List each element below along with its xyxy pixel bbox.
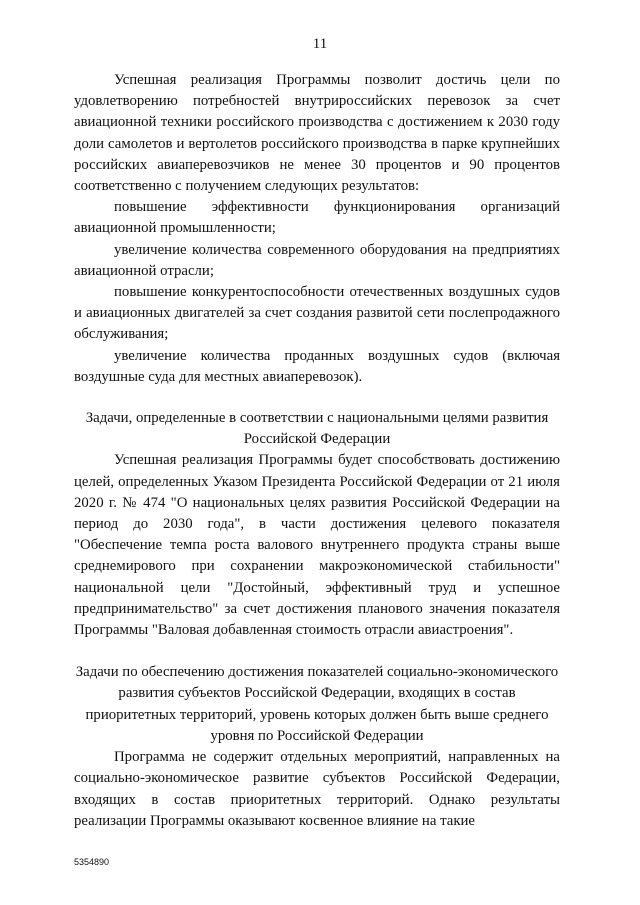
document-body <box>74 70 560 832</box>
paragraph-program-goal: Успешная реализация Программы позволит достичь цели по удовлетворению потребностей внутрироссийских перевозок за счет авиационной техники российского производства с достижением к 2030 году доли самолетов и вертолетов российского производства в парке крупнейших российских авиаперевозчиков не менее 30 процентов и 90 процентов соответственно с получением следующих результатов: <box>74 72 560 195</box>
section-heading-regional-indicators: Задачи по обеспечению достижения показателей социально-экономического развития субъектов Российской Федерации, входящих в состав приоритетных территорий, уровень которых должен быть выше среднего уровня по Российской Федерации <box>75 664 559 744</box>
result-item: увеличение количества современного оборудования на предприятиях авиационной отрасли; <box>74 241 560 279</box>
result-item: повышение конкурентоспособности отечественных воздушных судов и авиационных двигателей за счет создания развитой сети послепродажного обслуживания; <box>74 284 560 343</box>
section-heading-national-goals: Задачи, определенные в соответствии с национальными целями развития Российской Федерации <box>85 410 549 448</box>
document-code: 5354890 <box>74 857 110 867</box>
result-item: повышение эффективности функционирования организаций авиационной промышленности; <box>74 199 560 237</box>
result-item: увеличение количества проданных воздушных судов (включая воздушные суда для местных авиаперевозок). <box>74 347 560 385</box>
page-number: 11 <box>312 36 328 52</box>
paragraph-national-goals: Успешная реализация Программы будет способствовать достижению целей, определенных Указом Президента Российской Федерации от 21 июля 2020 г. № 474 "О национальных целях развития Российской Федерации на период до 2030 года", в части достижения целевого показателя "Обеспечение темпа роста валового внутреннего продукта страны выше среднемирового при сохранении макроэкономической стабильности" национальной цели "Достойный, эффективный труд и успешное предпринимательство" за счет достижения планового значения показателя Программы "Валовая добавленная стоимость отрасли авиастроения". <box>74 452 560 639</box>
paragraph-regional-indicators: Программа не содержит отдельных мероприятий, направленных на социально-экономическое развитие субъектов Российской Федерации, входящих в состав приоритетных территорий. Однако результаты реализации Программы оказывают косвенное влияние на такие <box>74 749 560 829</box>
